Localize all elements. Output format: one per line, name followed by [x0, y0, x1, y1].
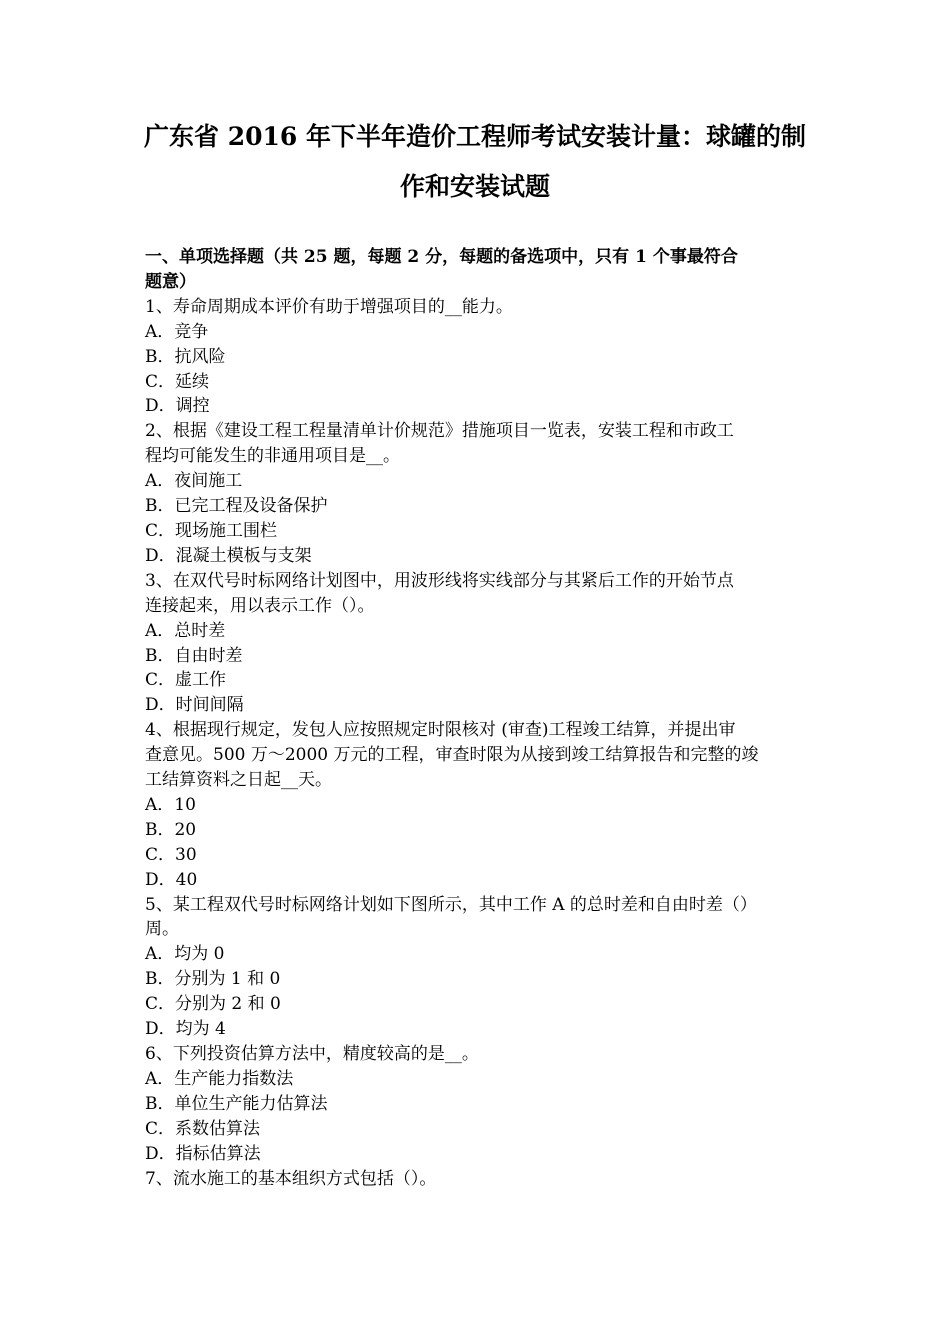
title-line-1: 广东省 2016 年下半年造价工程师考试安装计量：球罐的制	[144, 122, 806, 151]
answer-option: A．均为 0	[145, 944, 225, 965]
title-line-2: 作和安装试题	[399, 172, 550, 201]
question-text: 6、下列投资估算方法中，精度较高的是__。	[145, 1044, 479, 1064]
answer-option: A．竞争	[145, 321, 209, 342]
question-text: 5、某工程双代号时标网络计划如下图所示，其中工作 A 的总时差和自由时差（）	[145, 894, 757, 915]
answer-option: A．生产能力指数法	[145, 1068, 294, 1089]
answer-option: D．均为 4	[145, 1019, 226, 1040]
answer-option: B．抗风险	[145, 346, 226, 367]
answer-option: B．单位生产能力估算法	[145, 1093, 328, 1114]
answer-option: D．调控	[145, 396, 210, 417]
answer-option: B．20	[145, 819, 197, 840]
answer-option: D．混凝土模板与支架	[145, 545, 312, 566]
answer-option: C．现场施工围栏	[145, 520, 278, 541]
question-item	[145, 893, 810, 1042]
answer-option: D．指标估算法	[145, 1143, 261, 1164]
answer-option: B．已完工程及设备保护	[145, 496, 328, 517]
answer-option: D．40	[145, 869, 198, 890]
answer-option: A．10	[145, 794, 196, 815]
question-item	[145, 1042, 810, 1167]
question-text: 工结算资料之日起__天。	[145, 770, 332, 791]
question-item	[145, 718, 810, 892]
answer-option: A．总时差	[145, 620, 226, 641]
question-text: 查意见。500 万～2000 万元的工程，审查时限为从接到竣工结算报告和完整的竣	[145, 745, 759, 766]
question-list	[145, 295, 810, 1192]
answer-option: B．分别为 1 和 0	[145, 969, 281, 990]
answer-option: D．时间间隔	[145, 695, 244, 716]
question-item	[145, 1167, 810, 1192]
question-item	[145, 569, 810, 718]
question-text: 4、根据现行规定，发包人应按照规定时限核对 (审查)工程竣工结算，并提出审	[145, 720, 736, 741]
document-title	[130, 112, 820, 212]
question-text: 连接起来，用以表示工作（）。	[145, 595, 375, 616]
answer-option: C．分别为 2 和 0	[145, 994, 281, 1015]
question-text: 7、流水施工的基本组织方式包括（）。	[145, 1168, 437, 1189]
answer-option: C．30	[145, 844, 197, 865]
answer-option: C．虚工作	[145, 670, 227, 691]
question-text: 程均可能发生的非通用项目是__。	[145, 446, 400, 467]
answer-option: C．系数估算法	[145, 1118, 261, 1139]
question-text: 2、根据《建设工程工程量清单计价规范》措施项目一览表，安装工程和市政工	[145, 421, 734, 442]
answer-option: C．延续	[145, 371, 210, 392]
question-item	[145, 419, 810, 568]
question-item	[145, 295, 810, 420]
question-text: 周。	[145, 919, 179, 940]
section-heading-line-2: 题意）	[145, 271, 196, 292]
section-heading	[145, 245, 810, 295]
document-body	[145, 245, 810, 1191]
answer-option: B．自由时差	[145, 645, 243, 666]
answer-option: A．夜间施工	[145, 471, 243, 492]
section-heading-line-1: 一、单项选择题（共 25 题，每题 2 分，每题的备选项中，只有 1 个事最符合	[145, 247, 738, 267]
question-text: 1、寿命周期成本评价有助于增强项目的__能力。	[145, 296, 513, 317]
question-text: 3、在双代号时标网络计划图中，用波形线将实线部分与其紧后工作的开始节点	[145, 570, 734, 591]
